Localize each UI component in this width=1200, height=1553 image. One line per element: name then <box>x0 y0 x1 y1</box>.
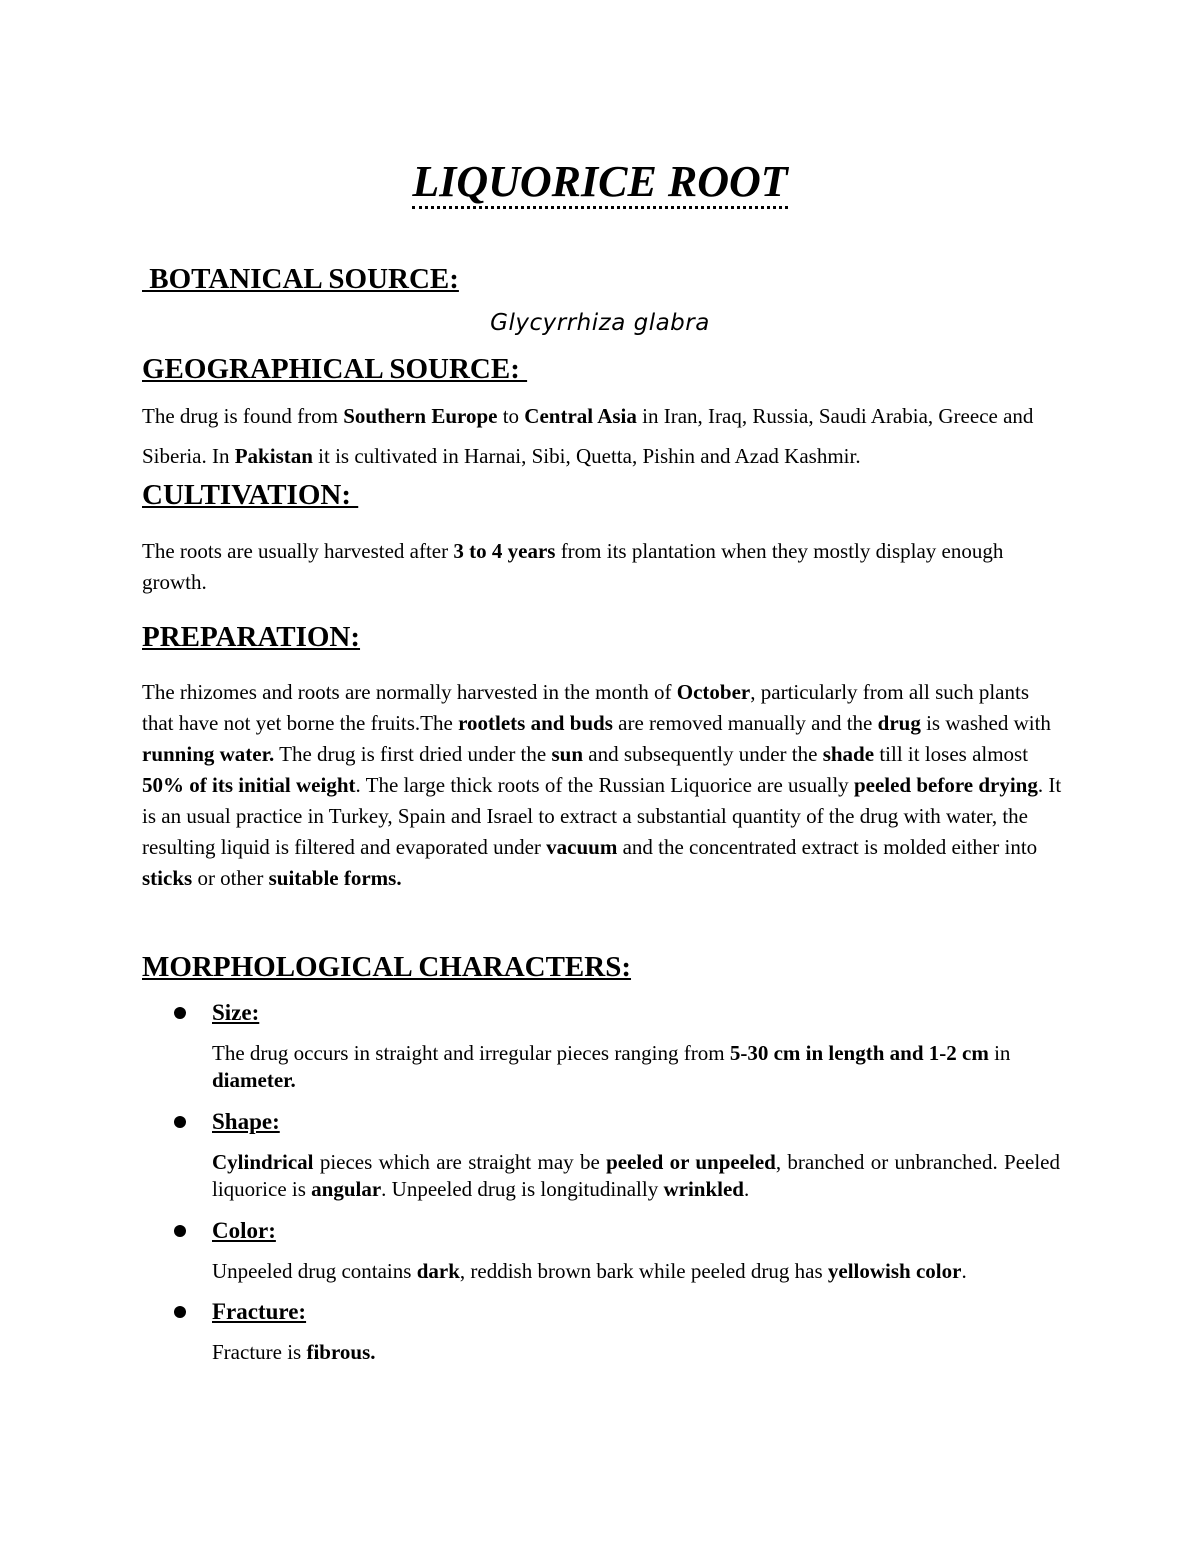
geographical-paragraph: The drug is found from Southern Europe to Central Asia in Iran, Iraq, Russia, Saudi Arabia, Greece and Siberia. In Pakistan it is cultivated in Harnai, Sibi, Quetta, Pishin and Azad Kashmir. <box>142 404 1034 468</box>
shape-paragraph: Cylindrical pieces which are straight may be peeled or unpeeled, branched or unbranched. Peeled liquorice is angular. Unpeeled drug is longitudinally wrinkled. <box>212 1150 1060 1201</box>
preparation-paragraph: The rhizomes and roots are normally harvested in the month of October, particularly from all such plants that have not yet borne the fruits.The rootlets and buds are removed manually and the drug is washed with running water. The drug is first dried under the sun and subsequently under the shade till it loses almost 50% of its initial weight. The large thick roots of the Russian Liquorice are usually peeled before drying. It is an usual practice in Turkey, Spain and Israel to extract a substantial quantity of the drug with water, the resulting liquid is filtered and evaporated under vacuum and the concentrated extract is molded either into sticks or other suitable forms. <box>142 680 1062 890</box>
bullet-icon <box>174 1116 186 1128</box>
botanical-name: Glycyrrhiza glabra <box>490 310 710 336</box>
shape-label: Shape: <box>212 1109 280 1134</box>
color-paragraph: Unpeeled drug contains dark, reddish brown bark while peeled drug has yellowish color. <box>212 1259 967 1283</box>
preparation-heading: PREPARATION: <box>142 621 361 653</box>
geographical-source-heading: GEOGRAPHICAL SOURCE: <box>142 353 528 385</box>
size-paragraph: The drug occurs in straight and irregular pieces ranging from 5-30 cm in length and 1-2 cm in diameter. <box>212 1041 1011 1092</box>
bullet-icon <box>174 1306 186 1318</box>
bullet-icon <box>174 1225 186 1237</box>
bullet-icon <box>174 1007 186 1019</box>
document-title: LIQUORICE ROOT <box>0 156 1200 208</box>
cultivation-paragraph: The roots are usually harvested after 3 to 4 years from its plantation when they mostly display enough growth. <box>142 539 1004 594</box>
cultivation-heading: CULTIVATION: <box>142 479 359 511</box>
color-label: Color: <box>212 1218 276 1243</box>
morphological-characters-heading: MORPHOLOGICAL CHARACTERS: <box>142 951 632 983</box>
fracture-label: Fracture: <box>212 1299 307 1324</box>
botanical-source-heading: BOTANICAL SOURCE: <box>142 263 459 295</box>
size-label: Size: <box>212 1000 260 1025</box>
fracture-paragraph: Fracture is fibrous. <box>212 1340 376 1364</box>
